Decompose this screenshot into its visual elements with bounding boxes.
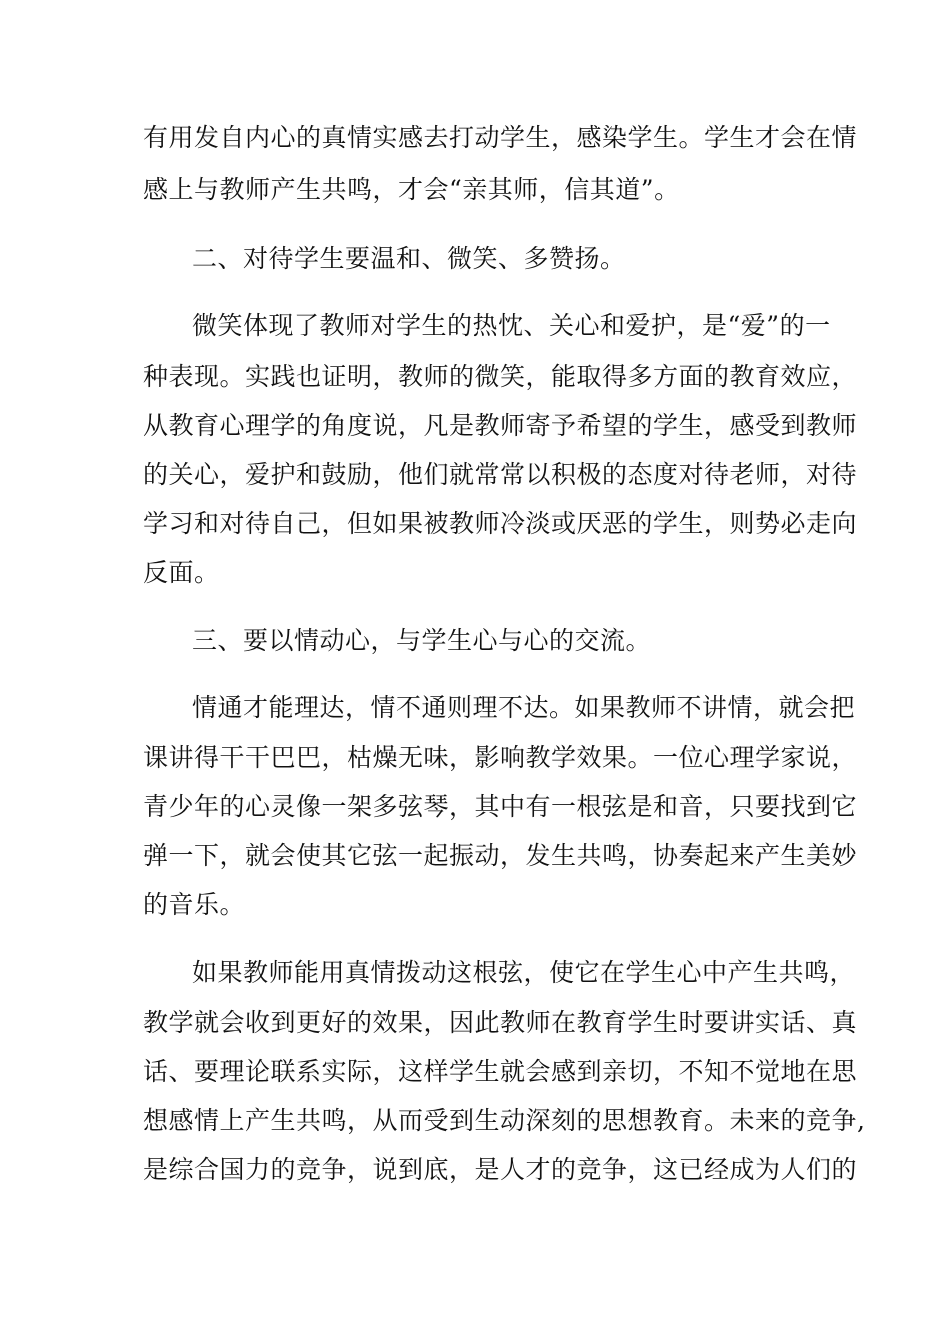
text-line: 反面。 — [143, 558, 220, 587]
text-line: 教学就会收到更好的效果，因此教师在教育学生时要讲实话、真 — [143, 1008, 858, 1037]
text-line: 是综合国力的竞争，说到底，是人才的竞争，这已经成为人们的 — [143, 1155, 858, 1184]
text-line: 弹一下，就会使其它弦一起振动，发生共鸣，协奏起来产生美妙 — [143, 841, 858, 870]
text-line: 的关心，爱护和鼓励，他们就常常以积极的态度对待老师，对待 — [143, 460, 858, 489]
text-line: 想感情上产生共鸣，从而受到生动深刻的思想教育。未来的竞争, — [143, 1106, 866, 1135]
text-line: 感上与教师产生共鸣，才会“亲其师，信其道”。 — [143, 175, 680, 204]
text-line: 从教育心理学的角度说，凡是教师寄予希望的学生，感受到教师 — [143, 411, 858, 440]
section-heading: 三、要以情动心，与学生心与心的交流。 — [192, 626, 652, 655]
text-line: 如果教师能用真情拨动这根弦，使它在学生心中产生共鸣， — [192, 958, 856, 987]
section-heading: 二、对待学生要温和、微笑、多赞扬。 — [192, 244, 626, 273]
text-line: 的音乐。 — [143, 890, 246, 919]
text-line: 青少年的心灵像一架多弦琴，其中有一根弦是和音，只要找到它 — [143, 792, 858, 821]
text-line: 种表现。实践也证明，教师的微笑，能取得多方面的教育效应， — [143, 362, 858, 391]
text-line: 课讲得干干巴巴，枯燥无味，影响教学效果。一位心理学家说， — [143, 743, 858, 772]
text-line: 话、要理论联系实际，这样学生就会感到亲切，不知不觉地在思 — [143, 1057, 858, 1086]
text-line: 有用发自内心的真情实感去打动学生，感染学生。学生才会在情 — [143, 123, 858, 152]
text-line: 微笑体现了教师对学生的热忱、关心和爱护，是“爱”的一 — [192, 311, 831, 340]
text-line: 情通才能理达，情不通则理不达。如果教师不讲情，就会把 — [192, 693, 856, 722]
text-line: 学习和对待自己，但如果被教师冷淡或厌恶的学生，则势必走向 — [143, 509, 858, 538]
